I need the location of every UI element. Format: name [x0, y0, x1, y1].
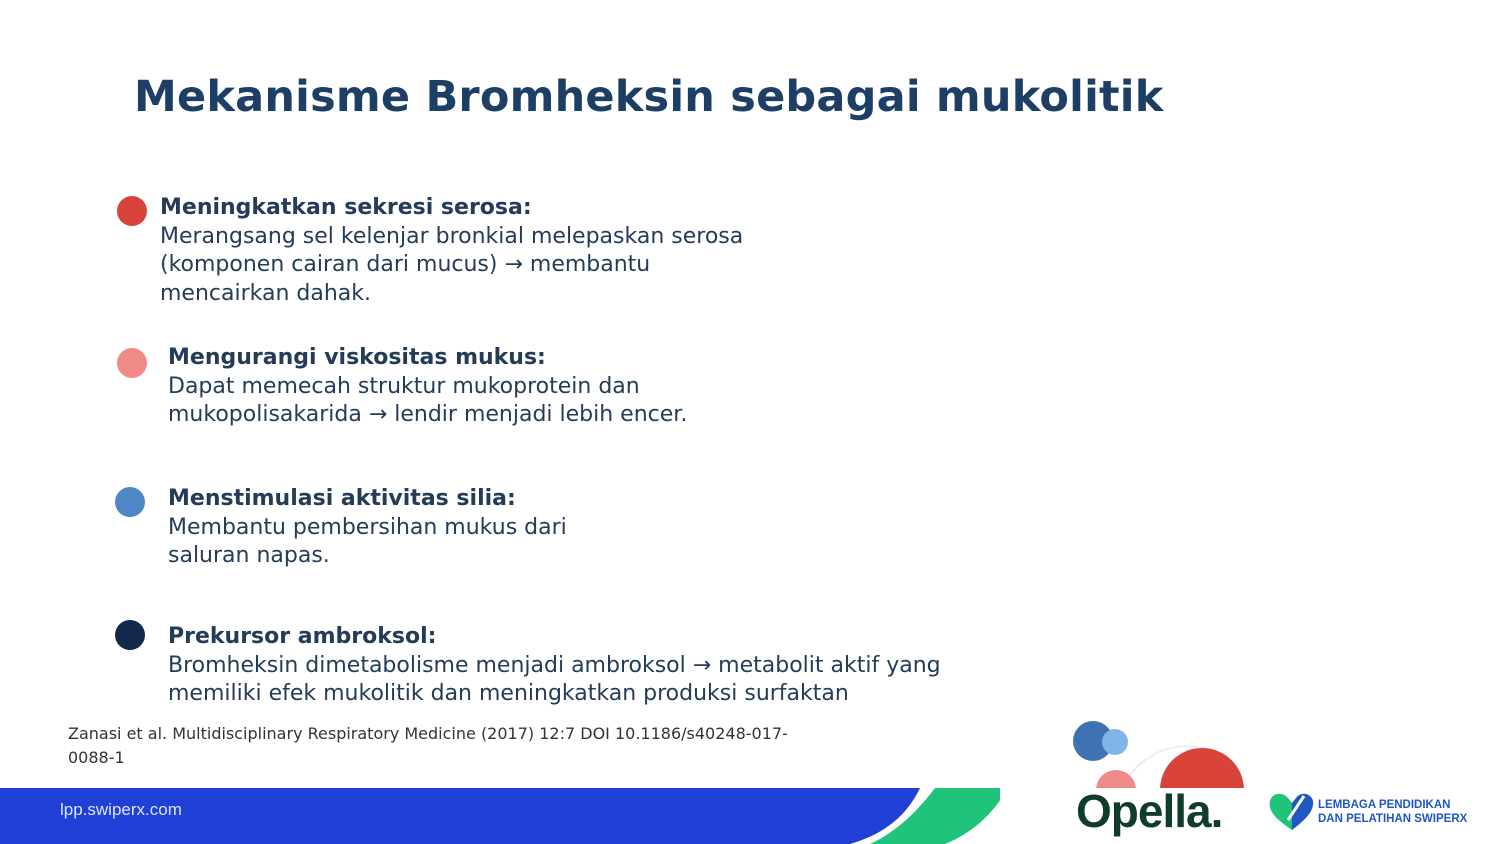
bullet-line: (komponen cairan dari mucus) → membantu [160, 252, 651, 277]
bullet-line: Bromheksin dimetabolisme menjadi ambroksol → metabolit aktif yang [168, 652, 941, 678]
bullet-heading: Menstimulasi aktivitas silia: [168, 486, 516, 511]
bullet-dot-red [117, 196, 147, 226]
bullet-heading: Prekursor ambroksol: [168, 624, 437, 649]
bullet-line: mencairkan dahak. [160, 280, 372, 306]
partner-line-2: DAN PELATIHAN SWIPERX [1318, 813, 1468, 825]
bullet-line: Dapat memecah struktur mukoprotein dan [168, 373, 640, 399]
footer-url-link[interactable]: lpp.swiperx.com [60, 800, 182, 819]
slide-title: Mekanisme Bromheksin sebagai mukolitik [134, 72, 1164, 122]
citation: Zanasi et al. Multidisciplinary Respiratory Medicine (2017) 12:7 DOI 10.1186/s40248-017-0088-1 [68, 724, 788, 767]
bullet-line: memiliki efek mukolitik dan meningkatkan produksi surfaktan [168, 681, 849, 706]
bullet-line: mukopolisakarida → lendir menjadi lebih encer. [168, 402, 688, 427]
bullet-line: Membantu pembersihan mukus dari [168, 514, 567, 540]
bullet-dot-navy [115, 620, 145, 650]
bullet-heading: Meningkatkan sekresi serosa: [160, 195, 532, 220]
bullet-line: saluran napas. [168, 543, 330, 568]
decorative-circles [1060, 716, 1250, 790]
bullet-line: Merangsang sel kelenjar bronkial melepaskan serosa [160, 223, 744, 249]
heart-logo-icon [1268, 790, 1316, 832]
partner-line-1: LEMBAGA PENDIDIKAN [1318, 799, 1451, 811]
bullet-heading: Mengurangi viskositas mukus: [168, 345, 546, 370]
partner-logo-text [1318, 798, 1467, 826]
bullet-dot-pink [117, 348, 147, 378]
bullet-dot-blue [115, 487, 145, 517]
opella-logo: Opella. [1076, 785, 1223, 837]
